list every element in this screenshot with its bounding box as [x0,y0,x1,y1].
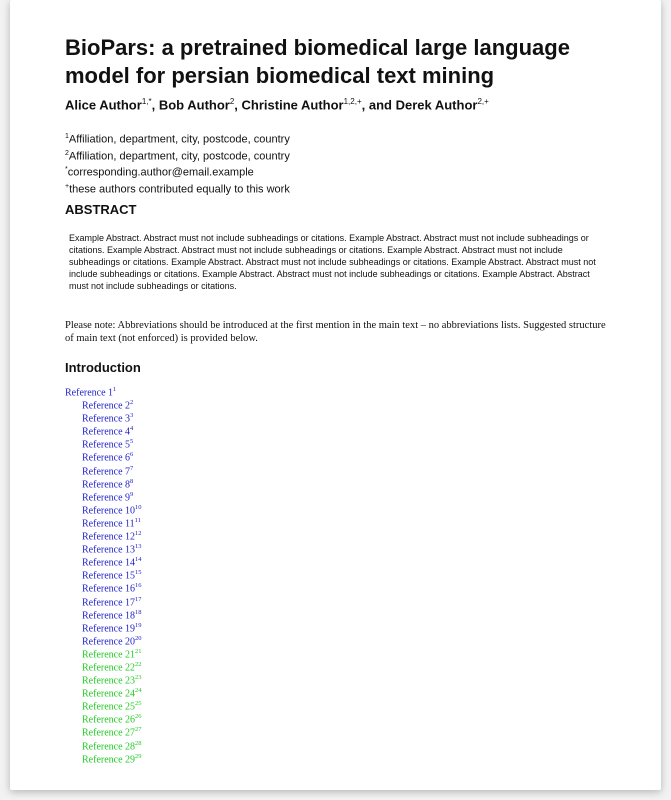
reference-label: Reference 6 [82,452,131,464]
reference-label: Reference 9 [82,492,131,504]
reference-link[interactable] [65,409,142,425]
reference-label: Reference 4 [82,426,131,438]
reference-citation-number: 5 [130,438,134,446]
author-separator: , [151,97,159,113]
reference-link[interactable] [65,501,142,517]
reference-link[interactable] [65,527,142,543]
reference-citation-number: 12 [135,530,142,538]
reference-link[interactable] [65,579,142,595]
reference-citation-number: 25 [135,700,142,708]
reference-link[interactable] [65,475,142,488]
reference-link[interactable] [65,422,142,438]
reference-citation-number: 24 [135,687,142,695]
author-separator: , [234,97,242,113]
reference-citation-number: 11 [134,516,141,524]
affiliation-mark: * [65,166,68,174]
reference-label: Reference 10 [82,505,136,517]
author-affiliation-mark: 2,+ [477,97,489,106]
reference-citation-number: 6 [130,451,134,459]
affiliation-text: Affiliation, department, city, postcode, country [68,133,290,146]
reference-label: Reference 21 [82,649,136,661]
reference-citation-number: 29 [135,752,142,760]
reference-label: Reference 5 [82,439,131,451]
reference-link[interactable] [65,553,142,569]
reference-list [65,383,142,763]
affiliation-list [65,130,290,197]
reference-link[interactable] [65,750,142,763]
reference-link[interactable] [65,684,142,700]
author-name: Derek Author [395,97,478,113]
reference-link[interactable] [65,566,142,582]
affiliation-line [65,163,290,180]
reference-label: Reference 24 [82,688,136,700]
reference-link[interactable] [65,448,142,464]
paper-title: BioPars: a pretrained biomedical large language model for persian biomedical text mining [65,35,570,88]
reference-label: Reference 14 [82,557,136,569]
reference-label: Reference 17 [82,596,136,608]
reference-link[interactable] [65,737,142,750]
reference-label: Reference 23 [82,675,136,687]
reference-citation-number: 28 [135,739,142,747]
reference-link[interactable] [65,710,142,726]
reference-citation-number: 27 [135,726,142,734]
reference-link[interactable] [65,671,142,687]
abstract-heading: ABSTRACT [65,202,137,217]
affiliation-line [65,130,290,147]
reference-label: Reference 20 [82,636,136,648]
document-page [10,0,661,790]
reference-link[interactable] [65,540,142,556]
reference-citation-number: 7 [130,464,134,472]
reference-label: Reference 16 [82,583,136,595]
reference-label: Reference 11 [82,518,135,530]
reference-citation-number: 13 [135,543,142,551]
reference-citation-number: 14 [135,556,142,564]
reference-citation-number: 1 [113,386,117,393]
reference-label: Reference 26 [82,714,136,726]
reference-label: Reference 2 [82,400,131,412]
reference-citation-number: 10 [135,503,142,511]
reference-citation-number: 21 [135,647,142,655]
reference-label: Reference 22 [82,662,136,674]
reference-label: Reference 25 [82,701,136,713]
reference-link[interactable] [65,658,142,674]
reference-citation-number: 16 [135,582,142,590]
reference-link[interactable] [65,514,142,530]
reference-label: Reference 15 [82,570,136,582]
affiliation-line [65,147,290,164]
reference-label: Reference 18 [82,609,136,621]
reference-citation-number: 8 [130,477,134,485]
abstract-text: Example Abstract. Abstract must not include subheadings or citations. Example Abstract. Abstract must not include subheadings or citations. Example Abstract. Abstract must not include subheadings or citations. Example Abstract. Abstract must not include subheadings or citations. Example Abstract. Abstract must not include subheadings or citations. Example Abstract. Abstract must not include subheadings or citations. Example Abstract. Abstract must not include subheadings or citations. Example Abstract. Abstract must not include subheadings or citations. [69,233,596,291]
reference-citation-number: 22 [135,660,142,668]
affiliation-mark: + [65,182,70,190]
reference-citation-number: 3 [130,412,134,420]
author-name: Christine Author [241,97,344,113]
affiliation-text: corresponding.author@email.example [67,166,254,179]
reference-citation-number: 19 [135,621,142,629]
reference-citation-number: 4 [130,425,134,433]
reference-label: Reference 7 [82,465,131,477]
reference-label: Reference 3 [82,413,131,425]
reference-label: Reference 8 [82,478,131,490]
reference-link[interactable] [65,383,142,399]
affiliation-mark: 1 [65,133,69,140]
introduction-heading: Introduction [65,360,141,375]
reference-citation-number: 9 [130,490,134,498]
author-name: Alice Author [65,97,142,113]
reference-label: Reference 19 [82,623,136,635]
reference-link[interactable] [65,645,142,661]
reference-citation-number: 2 [130,399,134,407]
reference-citation-number: 23 [135,674,142,682]
author-affiliation-mark: 2 [229,97,235,106]
reference-label: Reference 29 [82,753,136,765]
reference-link[interactable] [65,488,142,504]
reference-link[interactable] [65,632,142,648]
affiliation-text: Affiliation, department, city, postcode, country [68,150,290,163]
reference-label: Reference 27 [82,727,136,739]
affiliation-text: these authors contributed equally to this work [69,183,290,196]
reference-label: Reference 1 [65,387,114,399]
reference-citation-number: 17 [135,595,142,603]
affiliation-line [65,180,290,197]
reference-link[interactable] [65,435,142,451]
reference-link[interactable] [65,462,142,475]
author-affiliation-mark: 1,2,+ [343,97,362,106]
reference-link[interactable] [65,697,142,713]
reference-link[interactable] [65,619,142,635]
reference-label: Reference 12 [82,531,136,543]
reference-label: Reference 28 [82,740,136,752]
reference-citation-number: 20 [135,634,142,642]
reference-label: Reference 13 [82,544,136,556]
reference-link[interactable] [65,593,142,606]
abbreviation-note: Please note: Abbreviations should be introduced at the first mention in the main text – no abbreviations lists. Suggested structure of main text (not enforced) is provided below. [65,320,606,344]
affiliation-mark: 2 [65,149,69,157]
author-list [65,97,489,112]
reference-citation-number: 15 [135,569,142,577]
reference-citation-number: 26 [135,713,142,721]
author-separator: , and [361,97,396,113]
author-affiliation-mark: 1,* [141,97,152,106]
reference-link[interactable] [65,606,142,619]
reference-link[interactable] [65,723,142,739]
reference-citation-number: 18 [135,608,142,616]
author-name: Bob Author [158,97,230,113]
